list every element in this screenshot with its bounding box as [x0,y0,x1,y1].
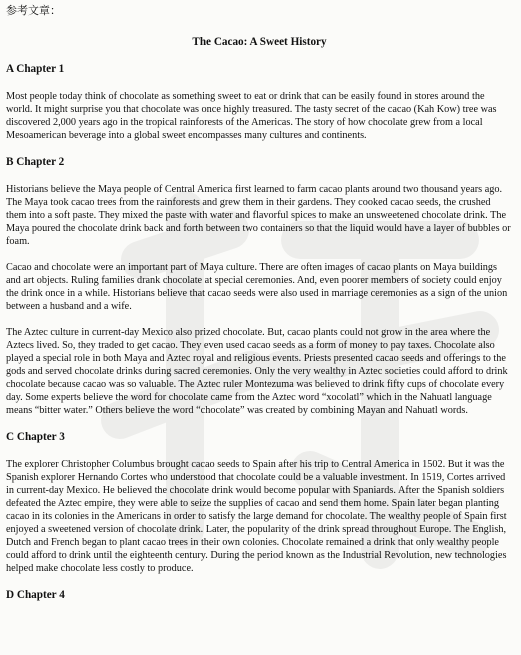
paragraph: The Aztec culture in current-day Mexico also prized chocolate. But, cacao plants could not grow in the area where the Aztecs lived. So, they traded to get cacao. They even used cacao seeds as a form of money to pay taxes. Chocolate also played a special role in both Maya and Aztec royal and religious events. Priests presented cacao seeds and offerings to the gods and served chocolate drinks during sacred ceremonies. Only the very wealthy in Aztec societies could afford to drink chocolate because cacao was so valuable. The Aztec ruler Montezuma was believed to drink fifty cups of chocolate every day. Some experts believe the word for chocolate came from the Aztec word “xocolatl” which in the Nahuatl language means “bitter water.” Others believe the word “chocolate” was created by combining Mayan and Nahuatl words. [6,327,508,416]
chapter-heading: B Chapter 2 [6,156,65,168]
paragraph: Historians believe the Maya people of Central America first learned to farm cacao plants around two thousand years ago. The Maya took cacao trees from the rainforests and grew them in their gardens. They cooked cacao seeds, the crushed them into a soft paste. They mixed the paste with water and flavorful spices to make an unsweetened chocolate drink. The Maya poured the chocolate drink back and forth between two containers so that the liquid would have a layer of bubbles or foam. [6,184,511,247]
article-title: The Cacao: A Sweet History [192,36,327,48]
chapter-heading: C Chapter 3 [6,431,65,443]
chapter-heading: D Chapter 4 [6,589,65,601]
chapter-section [6,430,513,575]
chapter-heading: A Chapter 1 [6,63,65,75]
paragraph: The explorer Christopher Columbus brought cacao seeds to Spain after his trip to Central America in 1502. But it was the Spanish explorer Hernando Cortes who understood that chocolate could be a valuable investment. In 1519, Cortes arrived in current-day Mexico. He believed the chocolate drink would become popular with Spaniards. After the Spanish soldiers defeated the Aztec empire, they were able to seize the supplies of cacao and send them home. Spain later began planting cacao in its colonies in the Americans in order to satisfy the large demand for chocolate. The wealthy people of Spain first enjoyed a sweetened version of chocolate drink. Later, the popularity of the drink spread throughout Europe. The English, Dutch and French began to plant cacao trees in their own colonies. Chocolate remained a drink that only wealthy people could afford to drink until the eighteenth century. During the period known as the Industrial Revolution, new technologies helped make chocolate less costly to produce. [6,459,507,574]
chapter-section [6,62,513,142]
chapter-section [6,155,513,417]
reference-label: 参考文章： [6,5,61,17]
chapter-section [6,588,513,602]
paragraph: Most people today think of chocolate as something sweet to eat or drink that can be easily found in stores around the world. It might surprise you that chocolate was once highly treasured. The tasty secret of the cacao (Kah Kow) tree was discovered 2,000 years ago in the tropical rainforests of the Americas. The story of how chocolate grew from a local Mesoamerican beverage into a global sweet encompasses many cultures and continents. [6,91,497,141]
paragraph: Cacao and chocolate were an important part of Maya culture. There are often images of cacao plants on Maya buildings and art objects. Ruling families drank chocolate at special ceremonies. And, even poorer members of society could enjoy the drink once in a while. Historians believe that cacao seeds were also used in marriage ceremonies as a sign of the union between a husband and a wife. [6,262,508,312]
